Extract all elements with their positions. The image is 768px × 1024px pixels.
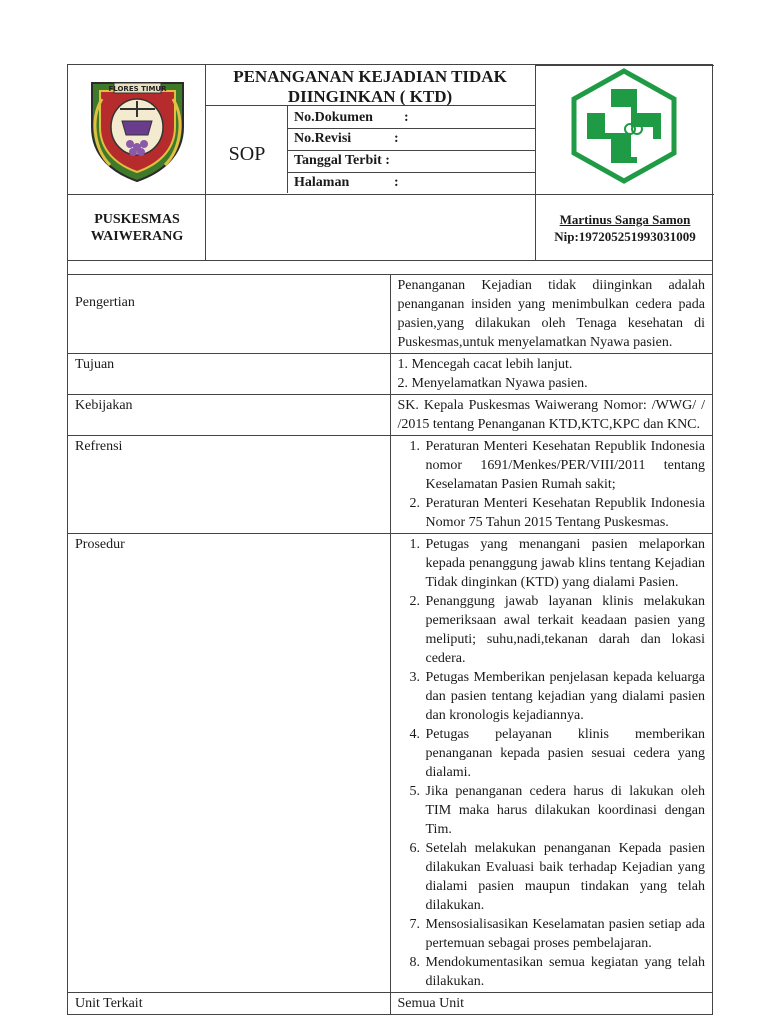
meta-separator: : [394, 175, 399, 190]
row-refrensi [68, 436, 713, 534]
meta-label: Halaman [294, 175, 350, 190]
meta-no-revisi [294, 131, 399, 147]
spacer-row [68, 261, 713, 275]
row-value [390, 534, 713, 993]
list-item: 7. Mensosialisasikan Keselamatan pasien setiap ada pertemuan sebagai proses pembelajaran. [424, 915, 706, 953]
row-label: Tujuan [68, 354, 391, 395]
organization-line: WAIWERANG [90, 229, 184, 244]
puskesmas-logo-icon [565, 67, 683, 185]
header-divider [287, 128, 535, 129]
row-value [390, 354, 713, 395]
list-item: 4. Petugas pelayanan klinis memberikan penanganan kepada pasien sesuai cedera yang dialami. [424, 725, 706, 782]
row-unit-terkait [68, 993, 713, 1015]
row-value: Penanganan Kejadian tidak diinginkan adalah penanganan insiden yang menimbulkan cedera pada pasien,yang dilakukan oleh Tenaga kesehatan di Puskesmas,untuk menyelamatkan Nyawa pasien. [390, 275, 713, 354]
row-prosedur [68, 534, 713, 993]
list-item: 3. Petugas Memberikan penjelasan kepada keluarga dan pasien tentang kejadian yang dialami pasien dan kronologis kejadiannya. [424, 668, 706, 725]
row-label: Refrensi [68, 436, 391, 534]
row-tujuan [68, 354, 713, 395]
list-item: 1. Peraturan Menteri Kesehatan Republik Indonesia nomor 1691/Menkes/PER/VIII/2011 tentang Keselamatan Pasien Rumah sakit; [424, 437, 706, 494]
signer-block [536, 211, 714, 245]
meta-tanggal-terbit [294, 153, 390, 169]
list-item: 2. Peraturan Menteri Kesehatan Republik Indonesia Nomor 75 Tahun 2015 Tentang Puskesmas. [424, 494, 706, 532]
signer-nip: Nip:197205251993031009 [554, 229, 696, 244]
row-value: SK. Kepala Puskesmas Waiwerang Nomor: /WWG/ / /2015 tentang Penanganan KTD,KTC,KPC dan KNC. [390, 395, 713, 436]
organization-line: PUSKESMAS [94, 212, 180, 227]
meta-separator: : [394, 131, 399, 146]
meta-label: Tanggal Terbit : [294, 153, 390, 168]
row-label: Kebijakan [68, 395, 391, 436]
row-label: Prosedur [68, 534, 391, 993]
list-item: 1. Mencegah cacat lebih lanjut. [397, 357, 573, 372]
meta-separator: : [404, 110, 409, 125]
header-divider [68, 194, 714, 195]
list-item: 2. Penanggung jawab layanan klinis melakukan pemeriksaan awal terkait keadaan pasien yang meliputi; suhu,nadi,tekanan darah dan lokasi cedera. [424, 592, 706, 668]
document-header [67, 64, 713, 261]
row-label: Unit Terkait [68, 993, 391, 1015]
list-item: 5. Jika penanganan cedera harus di lakukan oleh TIM maka harus dilakukan koordinasi dengan Tim. [424, 782, 706, 839]
signer-name: Martinus Sanga Samon [559, 212, 691, 227]
organization-name [68, 211, 206, 245]
sop-label: SOP [228, 143, 266, 165]
row-label: Pengertian [68, 275, 391, 354]
row-value: Semua Unit [390, 993, 713, 1015]
meta-no-dokumen [294, 110, 409, 126]
header-divider [287, 150, 535, 151]
list-item: 1. Petugas yang menangani pasien melaporkan kepada penanggung jawab klins tentang Kejadian Tidak dinginkan (KTD) yang dialami Pasien. [424, 535, 706, 592]
row-pengertian [68, 275, 713, 354]
header-divider [287, 172, 535, 173]
meta-label: No.Revisi [294, 131, 352, 146]
sop-content-table [67, 260, 713, 1015]
emblem-banner-text: FLORES TIMUR [108, 85, 167, 93]
list-item: 2. Menyelamatkan Nyawa pasien. [397, 376, 588, 391]
flores-timur-emblem-icon [80, 69, 195, 184]
sop-document [67, 64, 713, 1015]
meta-halaman [294, 175, 399, 191]
document-title: PENANGANAN KEJADIAN TIDAK DIINGINKAN ( KTD) [233, 67, 507, 106]
list-item: 8. Mendokumentasikan semua kegiatan yang telah dilakukan. [424, 953, 706, 991]
meta-label: No.Dokumen [294, 110, 373, 125]
row-value [390, 436, 713, 534]
header-divider [535, 65, 714, 66]
list-item: 6. Setelah melakukan penanganan Kepada pasien dilakukan Evaluasi baik terhadap Kejadian yang dialami pasien maupun tindakan yang telah dilakukan. [424, 839, 706, 915]
row-kebijakan [68, 395, 713, 436]
